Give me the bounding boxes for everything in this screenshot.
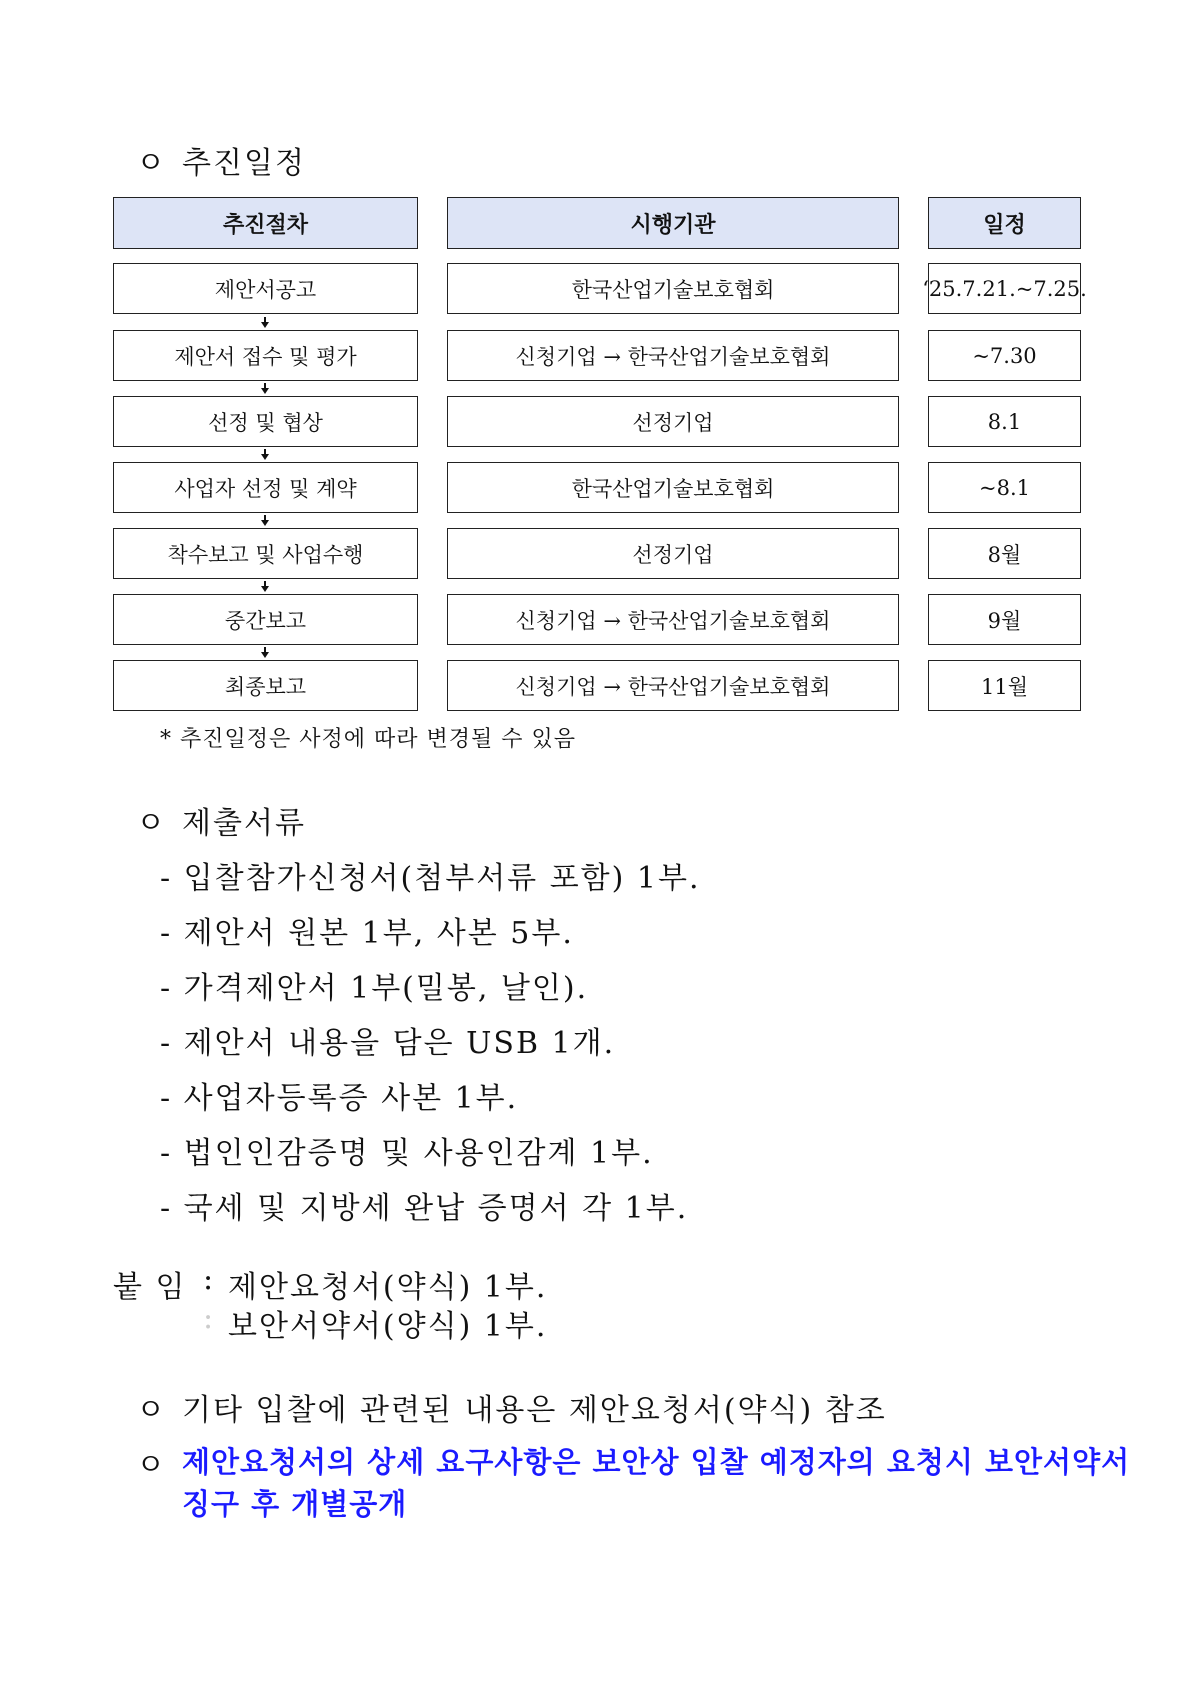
row-date: 8월: [928, 528, 1081, 579]
down-arrow-icon: [261, 652, 269, 658]
schedule-note: * 추진일정은 사정에 따라 변경될 수 있음: [160, 727, 576, 752]
down-arrow-icon: [261, 322, 269, 328]
security-note: [136, 1440, 1130, 1484]
row-step: 선정 및 협상: [113, 396, 418, 447]
circle-bullet-icon: ㅇ: [136, 146, 167, 181]
header-date: 일정: [928, 197, 1081, 249]
down-arrow-icon: [261, 388, 269, 394]
document-item: - 법인인감증명 및 사용인감계 1부.: [160, 1136, 654, 1171]
document-item: - 입찰참가신청서(첨부서류 포함) 1부.: [160, 861, 701, 896]
row-agency: 신청기업 → 한국산업기술보호협회: [447, 594, 899, 645]
document-item: - 가격제안서 1부(밀봉, 날인).: [160, 971, 589, 1006]
document-item: - 사업자등록증 사본 1부.: [160, 1081, 519, 1116]
row-agency: 한국산업기술보호협회: [447, 462, 899, 513]
row-date: 9월: [928, 594, 1081, 645]
row-agency: 신청기업 → 한국산업기술보호협회: [447, 330, 899, 381]
row-step: 최종보고: [113, 660, 418, 711]
row-step: 제안서 접수 및 평가: [113, 330, 418, 381]
attachment-label: 붙 임: [113, 1270, 187, 1305]
row-date: ~8.1: [928, 462, 1081, 513]
row-agency: 선정기업: [447, 528, 899, 579]
row-agency: 선정기업: [447, 396, 899, 447]
document-item: - 제안서 내용을 담은 USB 1개.: [160, 1026, 616, 1061]
row-date: 11월: [928, 660, 1081, 711]
attachment-item: 제안요청서(약식) 1부.: [228, 1270, 548, 1305]
circle-bullet-icon: ㅇ: [136, 1393, 167, 1428]
other-note: [136, 1385, 887, 1429]
circle-bullet-icon: ㅇ: [136, 806, 167, 841]
header-agency: 시행기관: [447, 197, 899, 249]
document-item: - 국세 및 지방세 완납 증명서 각 1부.: [160, 1191, 689, 1226]
row-agency: 신청기업 → 한국산업기술보호협회: [447, 660, 899, 711]
attachment-colon: :: [203, 1262, 216, 1297]
row-agency: 한국산업기술보호협회: [447, 263, 899, 314]
down-arrow-icon: [261, 454, 269, 460]
security-note-line2: 징구 후 개별공개: [182, 1487, 408, 1521]
row-step: 중간보고: [113, 594, 418, 645]
row-date: ‘25.7.21.~7.25.: [928, 263, 1081, 314]
attachment-colon: :: [203, 1301, 216, 1336]
other-note-text: 기타 입찰에 관련된 내용은 제안요청서(약식) 참조: [182, 1393, 887, 1428]
security-note-line1: 제안요청서의 상세 요구사항은 보안상 입찰 예정자의 요청시 보안서약서: [182, 1445, 1131, 1479]
row-step: 착수보고 및 사업수행: [113, 528, 418, 579]
documents-title: 제출서류: [182, 806, 306, 841]
header-step: 추진절차: [113, 197, 418, 249]
schedule-title: 추진일정: [182, 146, 306, 181]
down-arrow-icon: [261, 520, 269, 526]
circle-bullet-icon: ㅇ: [136, 1448, 167, 1483]
schedule-heading: [136, 138, 306, 182]
down-arrow-icon: [261, 586, 269, 592]
document-item: - 제안서 원본 1부, 사본 5부.: [160, 916, 574, 951]
row-date: 8.1: [928, 396, 1081, 447]
attachment-item: 보안서약서(양식) 1부.: [228, 1309, 548, 1344]
row-step: 사업자 선정 및 계약: [113, 462, 418, 513]
row-date: ~7.30: [928, 330, 1081, 381]
documents-heading: [136, 798, 306, 842]
row-step: 제안서공고: [113, 263, 418, 314]
